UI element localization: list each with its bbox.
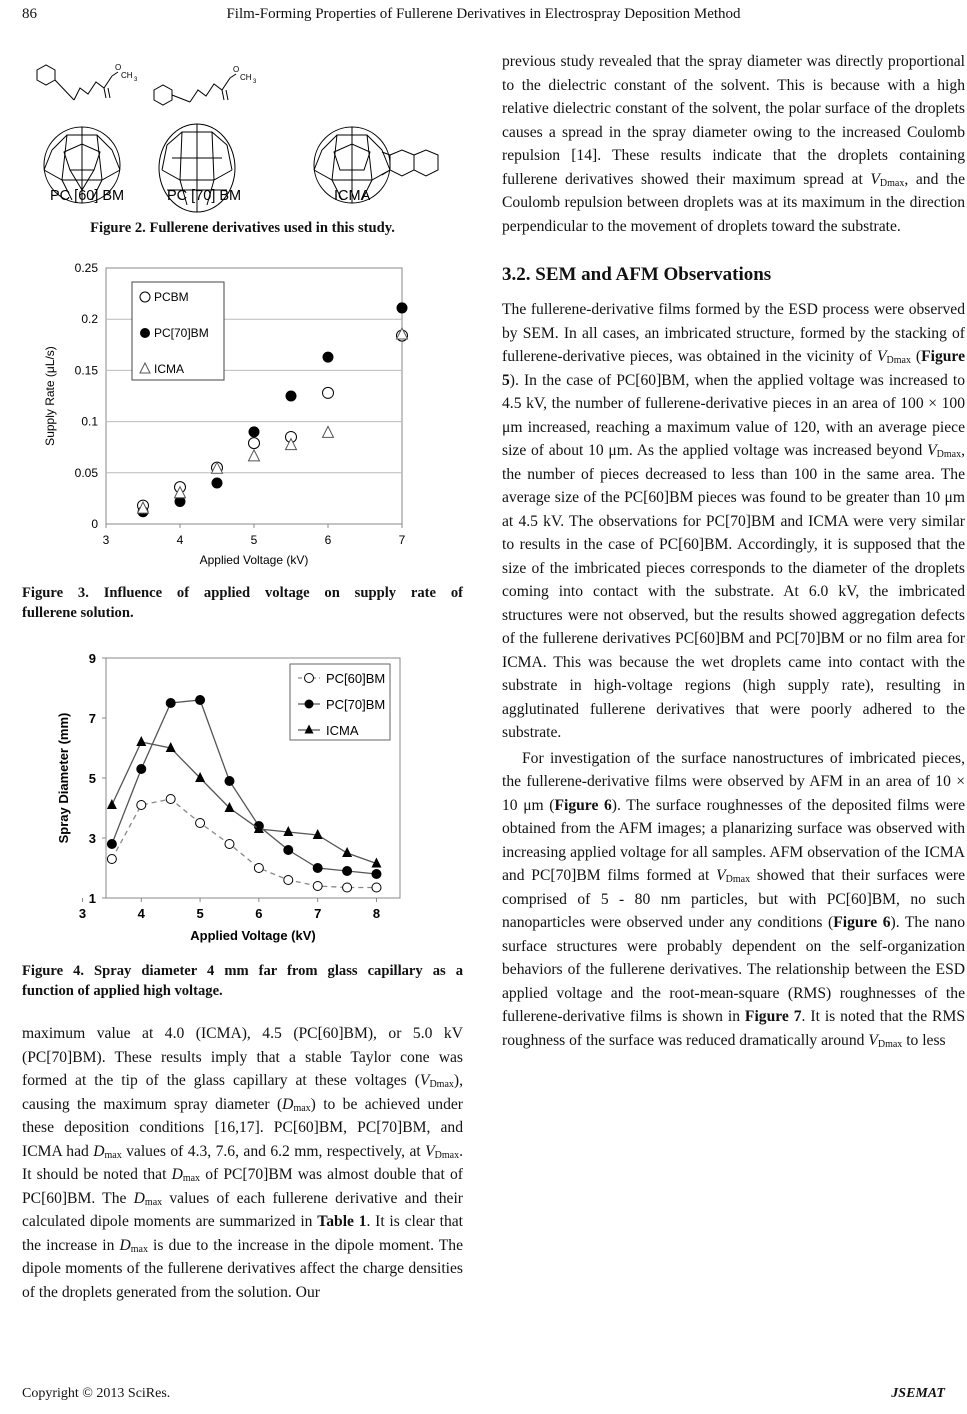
x-tick-label: 8	[372, 906, 381, 921]
pc60bm-ch-label: CH	[121, 71, 133, 80]
legend-marker	[140, 328, 150, 338]
x-tick-label: 6	[255, 906, 263, 921]
y-axis-label: Supply Rate (μL/s)	[43, 346, 57, 446]
legend-label: PCBM	[154, 290, 189, 304]
page-number: 86	[22, 6, 37, 22]
data-point	[323, 387, 334, 398]
icma-structure	[314, 127, 438, 203]
figure-3-caption-line1: Figure 3. Influence of applied voltage on supply rate of	[22, 585, 463, 601]
figure-3-supply-rate-chart	[22, 252, 463, 582]
data-point	[371, 869, 381, 879]
data-point	[195, 695, 205, 705]
y-axis-label: Spray Diameter (mm)	[56, 712, 71, 844]
legend-marker	[140, 292, 150, 302]
pc60bm-o-label: O	[115, 63, 122, 72]
x-tick-label: 7	[314, 906, 322, 921]
data-point	[137, 801, 146, 810]
x-axis-label: Applied Voltage (kV)	[190, 928, 316, 943]
paragraph-right-0: previous study revealed that the spray diameter was directly proportional to the dielectric constant of the solvent. This is because with a high relative dielectric constant of the solvent, the polar surface of the droplets causes a spread in the spray diameter owing to the increased Coulomb repulsion [14]. These results indicate that the droplets containing fullerene derivatives showed their maximum spread at $V_{Dmax}$, and the Coulomb repulsion between droplets was at its maximum in the direction perpendicular to the movement of droplets toward the substrate.	[502, 53, 966, 235]
data-point	[254, 864, 263, 873]
data-point	[249, 438, 260, 449]
figure-4-caption-line1: Figure 4. Spray diameter 4 mm far from glass capillary as a	[22, 963, 463, 979]
label-icma: ICMA	[334, 188, 371, 204]
data-point	[342, 866, 352, 876]
page-header	[22, 6, 945, 26]
y-tick-label: 0	[91, 517, 98, 531]
legend-label: ICMA	[154, 362, 184, 376]
y-tick-label: 9	[88, 651, 96, 666]
data-point	[284, 876, 293, 885]
data-point	[136, 764, 146, 774]
legend-label: PC[70]BM	[326, 697, 386, 712]
pc60bm-ch-subscript: 3	[134, 77, 138, 83]
x-axis-label: Applied Voltage (kV)	[199, 553, 309, 567]
pc70bm-ch-label: CH	[240, 73, 252, 82]
figure-2-caption: Figure 2. Fullerene derivatives used in this study.	[90, 220, 395, 236]
legend-marker	[305, 674, 314, 683]
legend-marker	[305, 700, 314, 709]
x-tick-label: 5	[250, 533, 258, 547]
x-tick-label: 6	[324, 533, 332, 547]
data-point	[166, 795, 175, 804]
legend-label: PC[60]BM	[326, 671, 386, 686]
data-point	[212, 478, 223, 489]
figure-4-spray-diameter-chart	[22, 644, 463, 956]
journal-abbrev: JSEMAT	[891, 1386, 945, 1401]
figure-2-molecules	[22, 40, 463, 220]
data-point	[323, 352, 334, 363]
y-tick-label: 0.25	[74, 261, 98, 275]
pc70bm-o-label: O	[233, 65, 240, 74]
section-heading: 3.2. SEM and AFM Observations	[502, 264, 772, 285]
data-point	[313, 882, 322, 891]
x-tick-label: 5	[196, 906, 204, 921]
y-tick-label: 0.05	[74, 465, 98, 480]
x-tick-label: 3	[102, 533, 110, 547]
data-point	[107, 855, 116, 864]
running-title: Film-Forming Properties of Fullerene Derivatives in Electrospray Deposition Method	[226, 6, 741, 22]
figure-4-caption-line2: function of applied high voltage.	[22, 983, 223, 999]
x-tick-label: 3	[78, 906, 87, 921]
pc70bm-ch-subscript: 3	[253, 79, 257, 85]
label-pc70bm: PC [70] BM	[167, 188, 242, 204]
paragraph-right-2: The fullerene-derivative films formed by the ESD process were observed by SEM. In all cases, an imbricated structure, formed by the stacking of fullerene-derivative pieces, was obtained in the vicinity of $V_{Dmax}$ (Figure 5). In the case of PC[60]BM, when the applied voltage was increased to 4.5 kV, the number of fullerene-derivative pieces in an area of 100 × 100 μm increased, reaching a maximum value of 120, with an average piece size of about 10 μm. As the applied voltage was increased beyond $V_{Dmax}$, the number of pieces decreased to less than 100 in the same area. The average size of the PC[60]BM pieces was found to be greater than 10 μm at 4.5 kV. The observations for PC[70]BM and ICMA were very similar to results in the case of PC[60]BM. Accordingly, it is supposed that the size of the imbricated pieces corresponds to the diameter of the droplets coming into contact with the substrate. At 6.0 kV, the imbricated structures were not observed, but the results showed aggregation defects of the fullerene derivatives PC[60]BM and PC[70]BM or no film area for ICMA. This was because the wet droplets came into contact with the substrate in high-voltage regions (high supply rate), resulting in agglutinated fullerene derivatives that were poorly adhered to the substrate.	[502, 301, 965, 741]
data-point	[372, 883, 381, 892]
data-point	[343, 883, 352, 892]
y-tick-label: 0.1	[81, 414, 98, 429]
legend-label: PC[70]BM	[154, 326, 209, 340]
data-point	[166, 698, 176, 708]
data-point	[107, 839, 117, 849]
data-point	[225, 840, 234, 849]
data-point	[286, 391, 297, 402]
y-tick-label: 5	[88, 771, 96, 786]
data-point	[397, 302, 408, 313]
left-column-text	[22, 1022, 463, 1304]
data-point	[313, 863, 323, 873]
y-tick-label: 0.2	[81, 312, 98, 327]
paragraph-left-1: maximum value at 4.0 (ICMA), 4.5 (PC[60]BM), or 5.0 kV (PC[70]BM). These results imply that a stable Taylor cone was formed at the tip of the glass capillary at these voltages $(V_{Dmax})$, causing the maximum spray diameter $(D_{max})$ to be achieved under these deposition conditions [16,17]. PC[60]BM, PC[70]BM, and ICMA had $D_{max}$ values of 4.3, 7.6, and 6.2 mm, respectively, at $V_{Dmax}$. It should be noted that $D_{max}$ of PC[70]BM was almost double that of PC[60]BM. The $D_{max}$ values of each fullerene derivative and their calculated dipole moments are summarized in Table 1. It is clear that the increase in $D_{max}$ is due to the increase in the dipole moment. The dipole moments of the fullerene derivatives affect the charge densities of the droplets generated from the solution. Our	[22, 1025, 464, 1301]
y-tick-label: 0.15	[74, 363, 98, 378]
data-point	[196, 819, 205, 828]
data-point	[283, 845, 293, 855]
y-tick-label: 1	[88, 891, 96, 906]
y-tick-label: 3	[88, 831, 96, 846]
page-footer	[22, 1386, 945, 1408]
x-tick-label: 4	[137, 906, 145, 921]
x-tick-label: 4	[176, 533, 184, 547]
data-point	[224, 776, 234, 786]
label-pc60bm: PC [60] BM	[50, 188, 125, 204]
data-point	[249, 426, 260, 437]
figure-3-caption-line2: fullerene solution.	[22, 605, 134, 621]
copyright: Copyright © 2013 SciRes.	[22, 1386, 171, 1401]
pc60bm-structure	[37, 65, 120, 203]
y-tick-label: 7	[88, 711, 96, 726]
legend-label: ICMA	[326, 723, 359, 738]
right-column-text	[502, 50, 965, 1052]
paragraph-right-3: For investigation of the surface nanostructures of imbricated pieces, the fullerene-derivative films were observed by AFM in an area of 10 × 10 μm (Figure 6). The surface roughnesses of the deposited films were obtained from the AFM images; a planarizing surface was observed with increasing applied voltage for all samples. AFM observation of the ICMA and PC[70]BM films formed at $V_{Dmax}$ showed that their surfaces were comprised of 5 - 80 nm particles, but with PC[60]BM, no such nanoparticles were observed under any conditions (Figure 6). The nano surface structures were probably dependent on the self-organization behaviors of the fullerene derivatives. The relationship between the ESD applied voltage and the root-mean-square (RMS) roughnesses of the fullerene-derivative films is shown in Figure 7. It is noted that the RMS roughness of the surface was reduced dramatically around $V_{Dmax}$ to less	[502, 749, 966, 1050]
x-tick-label: 7	[398, 533, 406, 547]
